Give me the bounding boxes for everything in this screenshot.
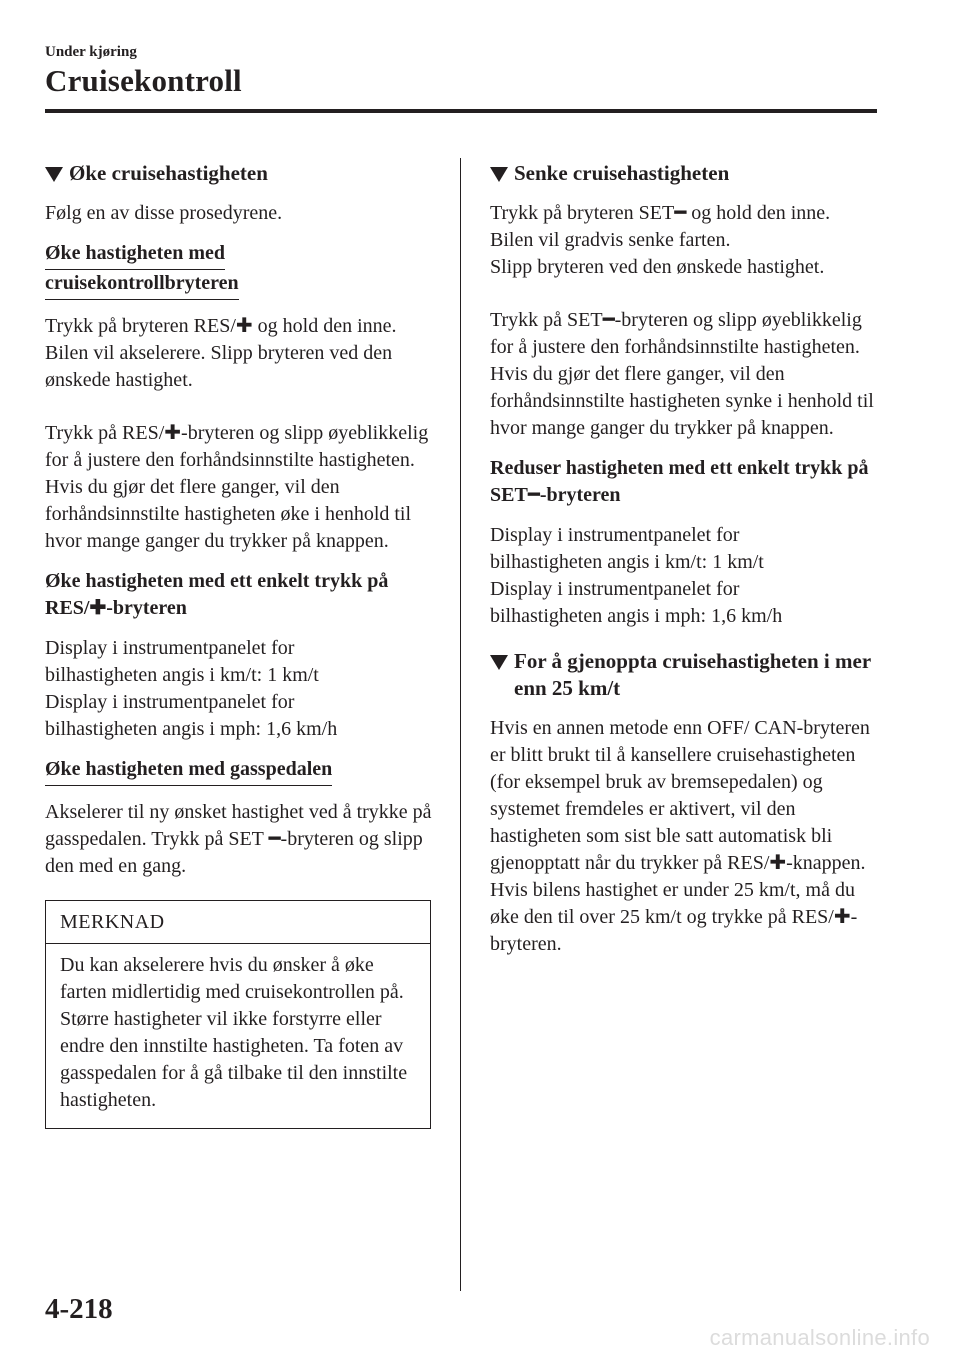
- text-line: Slipp bryteren ved den ønskede hastighet.: [490, 256, 825, 278]
- note-title: MERKNAD: [46, 901, 430, 944]
- page-number: 4-218: [45, 1293, 113, 1325]
- subheading-accelerator: Øke hastigheten med gasspedalen: [45, 756, 332, 786]
- display-values: [45, 635, 435, 743]
- display-kmh-label: Display i instrumentpanelet for: [45, 637, 295, 659]
- heading-increase-speed: [45, 160, 435, 187]
- section-label: Under kjøring: [45, 44, 137, 60]
- text-line: Bilen vil gradvis senke farten.: [490, 229, 731, 251]
- heading-text: Øke cruisehastigheten: [69, 161, 268, 185]
- subheading-reduce-single-tap: Reduser hastigheten med ett enkelt trykk på SET━-bryteren: [490, 457, 869, 506]
- paragraph-accelerate: Akselerer til ny ønsket hastighet ved å trykke på gasspedalen. Trykk på SET ━-bryteren og slipp den med en gang.: [45, 801, 432, 877]
- watermark: carmanualsonline.info: [709, 1325, 930, 1350]
- column-divider: [460, 158, 461, 1291]
- triangle-bullet-icon: [45, 167, 63, 182]
- paragraph-hold-set: [490, 200, 885, 281]
- display-mph-value: bilhastigheten angis i mph: 1,6 km/h: [45, 718, 338, 740]
- right-column: [490, 160, 885, 958]
- text-line: Trykk på bryteren SET━ og hold den inne.: [490, 202, 831, 224]
- left-column: [45, 160, 435, 1129]
- display-kmh-label: Display i instrumentpanelet for: [490, 524, 740, 546]
- heading-text: For å gjenoppta cruisehastigheten i mer enn 25 km/t: [514, 649, 871, 700]
- paragraph-tap-set: Trykk på SET━-bryteren og slipp øyeblikkelig for å justere den forhåndsinnstilte hastigheten. Hvis du gjør det flere ganger, vil den forhåndsinnstilte hastigheten synke i henhold til hvor mange ganger du trykker på knappen.: [490, 309, 874, 439]
- display-mph-label: Display i instrumentpanelet for: [45, 691, 295, 713]
- note-box: [45, 900, 431, 1129]
- display-mph-label: Display i instrumentpanelet for: [490, 578, 740, 600]
- subheading-single-tap: Øke hastigheten med ett enkelt trykk på RES/✚-bryteren: [45, 570, 389, 619]
- display-kmh-value: bilhastigheten angis i km/t: 1 km/t: [490, 551, 764, 573]
- heading-decrease-speed: [490, 160, 885, 187]
- paragraph-tap: Trykk på RES/✚-bryteren og slipp øyeblikkelig for å justere den forhåndsinnstilte hastigheten. Hvis du gjør det flere ganger, vil den forhåndsinnstilte hastigheten øke i henhold til hvor mange ganger du trykker på knappen.: [45, 422, 429, 552]
- display-values: [490, 522, 885, 630]
- heading-resume-speed: [490, 648, 885, 702]
- page-title: Cruisekontroll: [45, 63, 242, 98]
- paragraph-hold: Trykk på bryteren RES/✚ og hold den inne. Bilen vil akselerere. Slipp bryteren ved den ønskede hastighet.: [45, 315, 397, 391]
- subheading-switch: [45, 240, 435, 300]
- triangle-bullet-icon: [490, 167, 508, 182]
- paragraph-resume: Hvis en annen metode enn OFF/ CAN-bryteren er blitt brukt til å kansellere cruisehastigheten (for eksempel bruk av bremsepedalen) og systemet fremdeles er aktivert, vil den hastigheten som sist ble satt automatisk bli gjenopptatt når du trykker på RES/✚-knappen.: [490, 717, 870, 874]
- subheading-line: Øke hastigheten med: [45, 240, 225, 270]
- triangle-bullet-icon: [490, 655, 508, 670]
- header-rule: [45, 109, 877, 113]
- note-text: Du kan akselerere hvis du ønsker å øke farten midlertidig med cruisekontrollen på. Større hastigheter vil ikke forstyrre eller endre den innstilte hastigheten. Ta foten av gasspedalen for å gå tilbake til den innstilte hastigheten.: [60, 954, 408, 1111]
- display-mph-value: bilhastigheten angis i mph: 1,6 km/h: [490, 605, 783, 627]
- subheading-line: cruisekontrollbryteren: [45, 270, 239, 300]
- heading-text: Senke cruisehastigheten: [514, 161, 730, 185]
- paragraph-below-25: Hvis bilens hastighet er under 25 km/t, må du øke den til over 25 km/t og trykke på RES/✚-bryteren.: [490, 879, 858, 955]
- intro-text: Følg en av disse prosedyrene.: [45, 202, 283, 224]
- display-kmh-value: bilhastigheten angis i km/t: 1 km/t: [45, 664, 319, 686]
